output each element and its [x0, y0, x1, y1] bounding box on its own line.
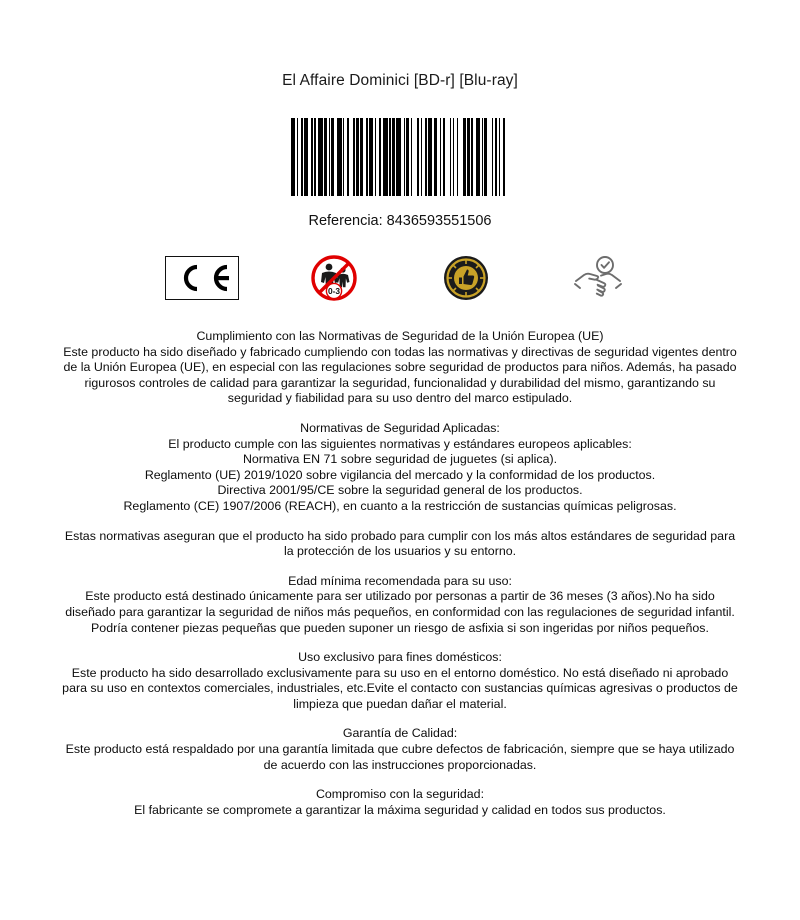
section-paragraph: El producto cumple con las siguientes normativas y estándares europeos aplicables: — [168, 436, 632, 451]
text-section — [60, 574, 740, 636]
legal-text-body — [40, 329, 760, 818]
section-heading: Normativas de Seguridad Aplicadas: — [300, 420, 500, 435]
text-section — [60, 529, 740, 560]
svg-text:0-3: 0-3 — [327, 286, 341, 296]
section-paragraph: Estas normativas aseguran que el producto ha sido probado para cumplir con los más altos estándares de seguridad para la protección de los usuarios y su entorno. — [64, 528, 736, 559]
handshake-approved-icon — [572, 254, 624, 302]
section-paragraph: Este producto está destinado únicamente para ser utilizado por personas a partir de 36 meses (3 años).No ha sido diseñado para garantizar la seguridad de niños más pequeños, en conformidad con las regulaciones de seguridad infantil. Podría contener piezas pequeñas que pueden suponer un riesgo de asfixia si son ingeridas por niños pequeños. — [65, 589, 735, 635]
certification-icons-row — [40, 255, 760, 301]
text-section — [60, 726, 740, 773]
handshake-icon-box — [561, 255, 635, 301]
barcode-container — [40, 118, 760, 196]
section-paragraph: Este producto está respaldado por una garantía limitada que cubre defectos de fabricación, siempre que se haya utilizado de acuerdo con las instrucciones proporcionadas. — [65, 742, 735, 772]
section-paragraph: Reglamento (UE) 2019/1020 sobre vigilancia del mercado y la conformidad de los productos. — [144, 467, 656, 482]
section-heading: Cumplimiento con las Normativas de Seguridad de la Unión Europea (UE) — [196, 329, 604, 343]
section-heading: Garantía de Calidad: — [342, 726, 458, 741]
section-heading: Edad mínima recomendada para su uso: — [288, 573, 512, 588]
quality-medal-icon — [442, 254, 490, 302]
section-heading: Uso exclusivo para fines domésticos: — [298, 650, 502, 665]
section-heading: Compromiso con la seguridad: — [315, 787, 485, 802]
quality-medal-icon-box — [429, 255, 503, 301]
section-paragraph: Este producto ha sido desarrollado exclusivamente para su uso en el entorno doméstico. No está diseñado ni aprobado para su uso en contextos comerciales, industriales, etc.Evite el contacto con sustancias químicas agresivas o productos de limpieza que puedan dañar el material. — [62, 665, 738, 711]
section-paragraph: Reglamento (CE) 1907/2006 (REACH), en cuanto a la restricción de sustancias químicas peligrosas. — [123, 498, 677, 513]
text-section — [60, 329, 740, 407]
reference-label: Referencia: 8436593551506 — [308, 213, 492, 229]
barcode-image — [291, 118, 509, 196]
text-section — [60, 421, 740, 515]
section-paragraph: Normativa EN 71 sobre seguridad de juguetes (si aplica). — [242, 452, 558, 467]
section-paragraph: El fabricante se compromete a garantizar la máxima seguridad y calidad en todos sus productos. — [134, 802, 666, 817]
section-paragraph: Directiva 2001/95/CE sobre la seguridad general de los productos. — [217, 483, 583, 498]
page-title: El Affaire Dominici [BD-r] [Blu-ray] — [282, 72, 518, 89]
section-paragraph: Este producto ha sido diseñado y fabricado cumpliendo con todas las normativas y directivas de seguridad vigentes dentro de la Unión Europea (UE), en especial con las regulaciones sobre seguridad de productos para niños. Además, ha pasado rigurosos controles de calidad para garantizar la seguridad, funcionalidad y durabilidad del mismo, garantizando su seguridad y fiabilidad para su uso dentro del marco estipulado. — [63, 344, 737, 406]
ce-mark-icon-box — [165, 255, 239, 301]
text-section — [60, 650, 740, 712]
no-under-3-years-icon — [310, 254, 358, 302]
no-under-3-icon-box — [297, 255, 371, 301]
text-section — [60, 787, 740, 818]
ce-mark-icon — [165, 256, 239, 300]
barcode-bar — [505, 118, 509, 196]
